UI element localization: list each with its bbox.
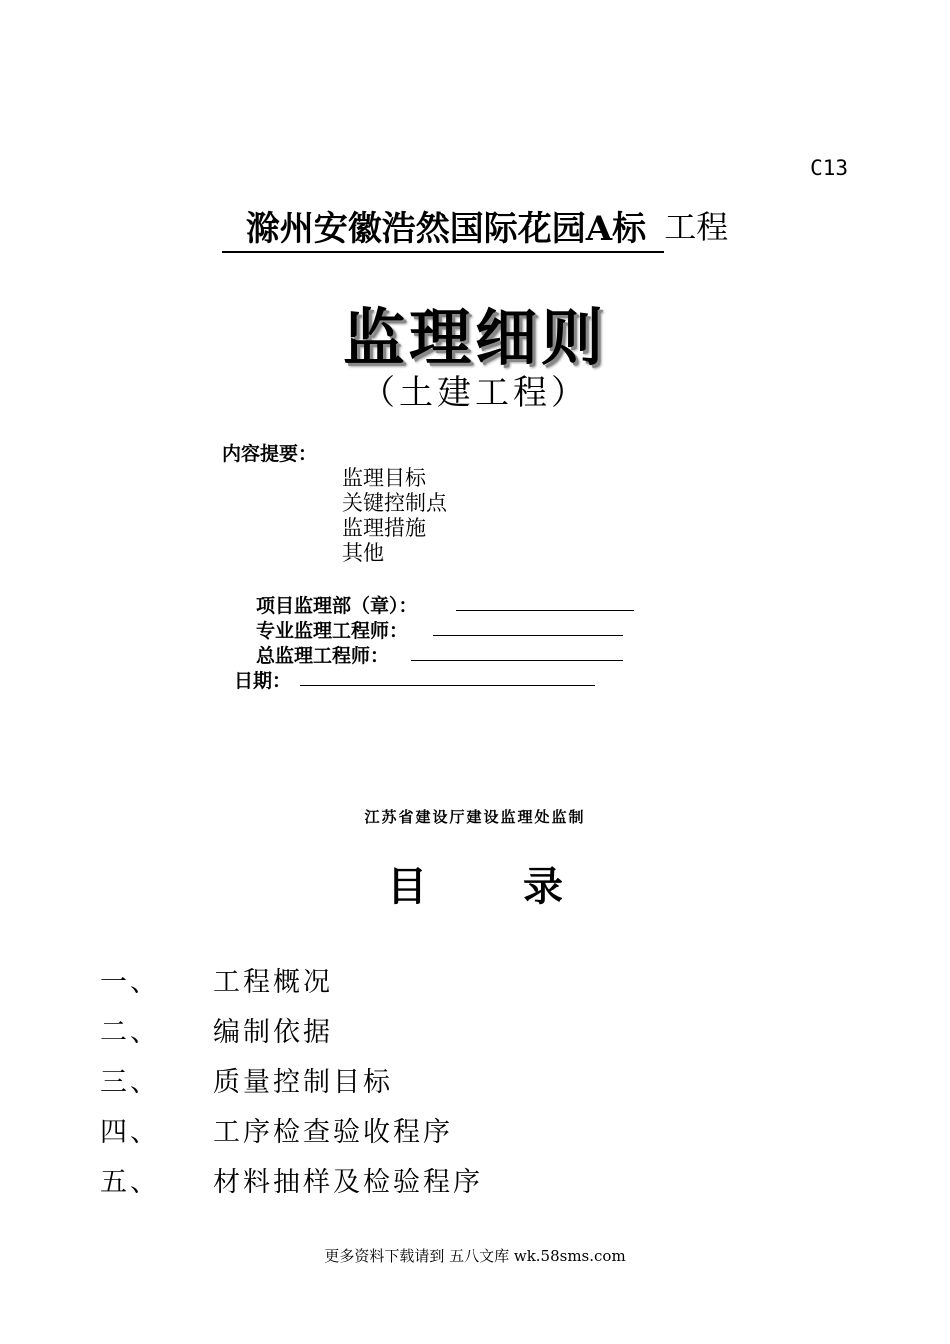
project-line xyxy=(0,202,950,253)
dept-seal-label: 项目监理部（章）： xyxy=(256,595,418,617)
chief-engineer-line xyxy=(411,660,623,661)
project-suffix: 工程 xyxy=(664,208,729,246)
issuer: 江苏省建设厅建设监理处监制 xyxy=(364,808,586,826)
toc-number: 二、 xyxy=(100,1017,160,1048)
chief-engineer-label: 总监理工程师： xyxy=(256,645,390,667)
summary-item: 关键控制点 xyxy=(342,491,447,515)
toc-number: 五、 xyxy=(100,1167,160,1198)
date-label: 日期： xyxy=(234,670,292,692)
project-name: 滁州安徽浩然国际花园A标 xyxy=(222,209,664,253)
footer-note: 更多资料下载请到 五八文库 wk.58sms.com xyxy=(324,1247,626,1265)
toc-number: 一、 xyxy=(100,967,160,998)
toc-item: 编制依据 xyxy=(213,1017,333,1048)
toc-number: 四、 xyxy=(100,1117,160,1148)
engineer-label: 专业监理工程师： xyxy=(256,620,409,642)
summary-item: 其他 xyxy=(342,541,384,565)
summary-item: 监理目标 xyxy=(342,466,426,490)
toc-item: 工程概况 xyxy=(213,967,333,998)
toc-title-right: 录 xyxy=(523,864,563,910)
sub-title: （土建工程） xyxy=(361,373,589,413)
toc-item: 材料抽样及检验程序 xyxy=(213,1167,483,1198)
toc-title-left: 目 xyxy=(387,864,427,910)
main-title: 监理细则 xyxy=(342,301,607,374)
document-code: C13 xyxy=(810,156,848,180)
summary-item: 监理措施 xyxy=(342,516,426,540)
engineer-line xyxy=(433,635,623,636)
summary-label: 内容提要： xyxy=(222,443,318,465)
toc-title xyxy=(0,855,950,912)
toc-item: 工序检查验收程序 xyxy=(213,1117,453,1148)
toc-number: 三、 xyxy=(100,1067,160,1098)
date-line xyxy=(300,685,595,686)
toc-item: 质量控制目标 xyxy=(213,1067,393,1098)
dept-seal-line xyxy=(456,610,634,611)
